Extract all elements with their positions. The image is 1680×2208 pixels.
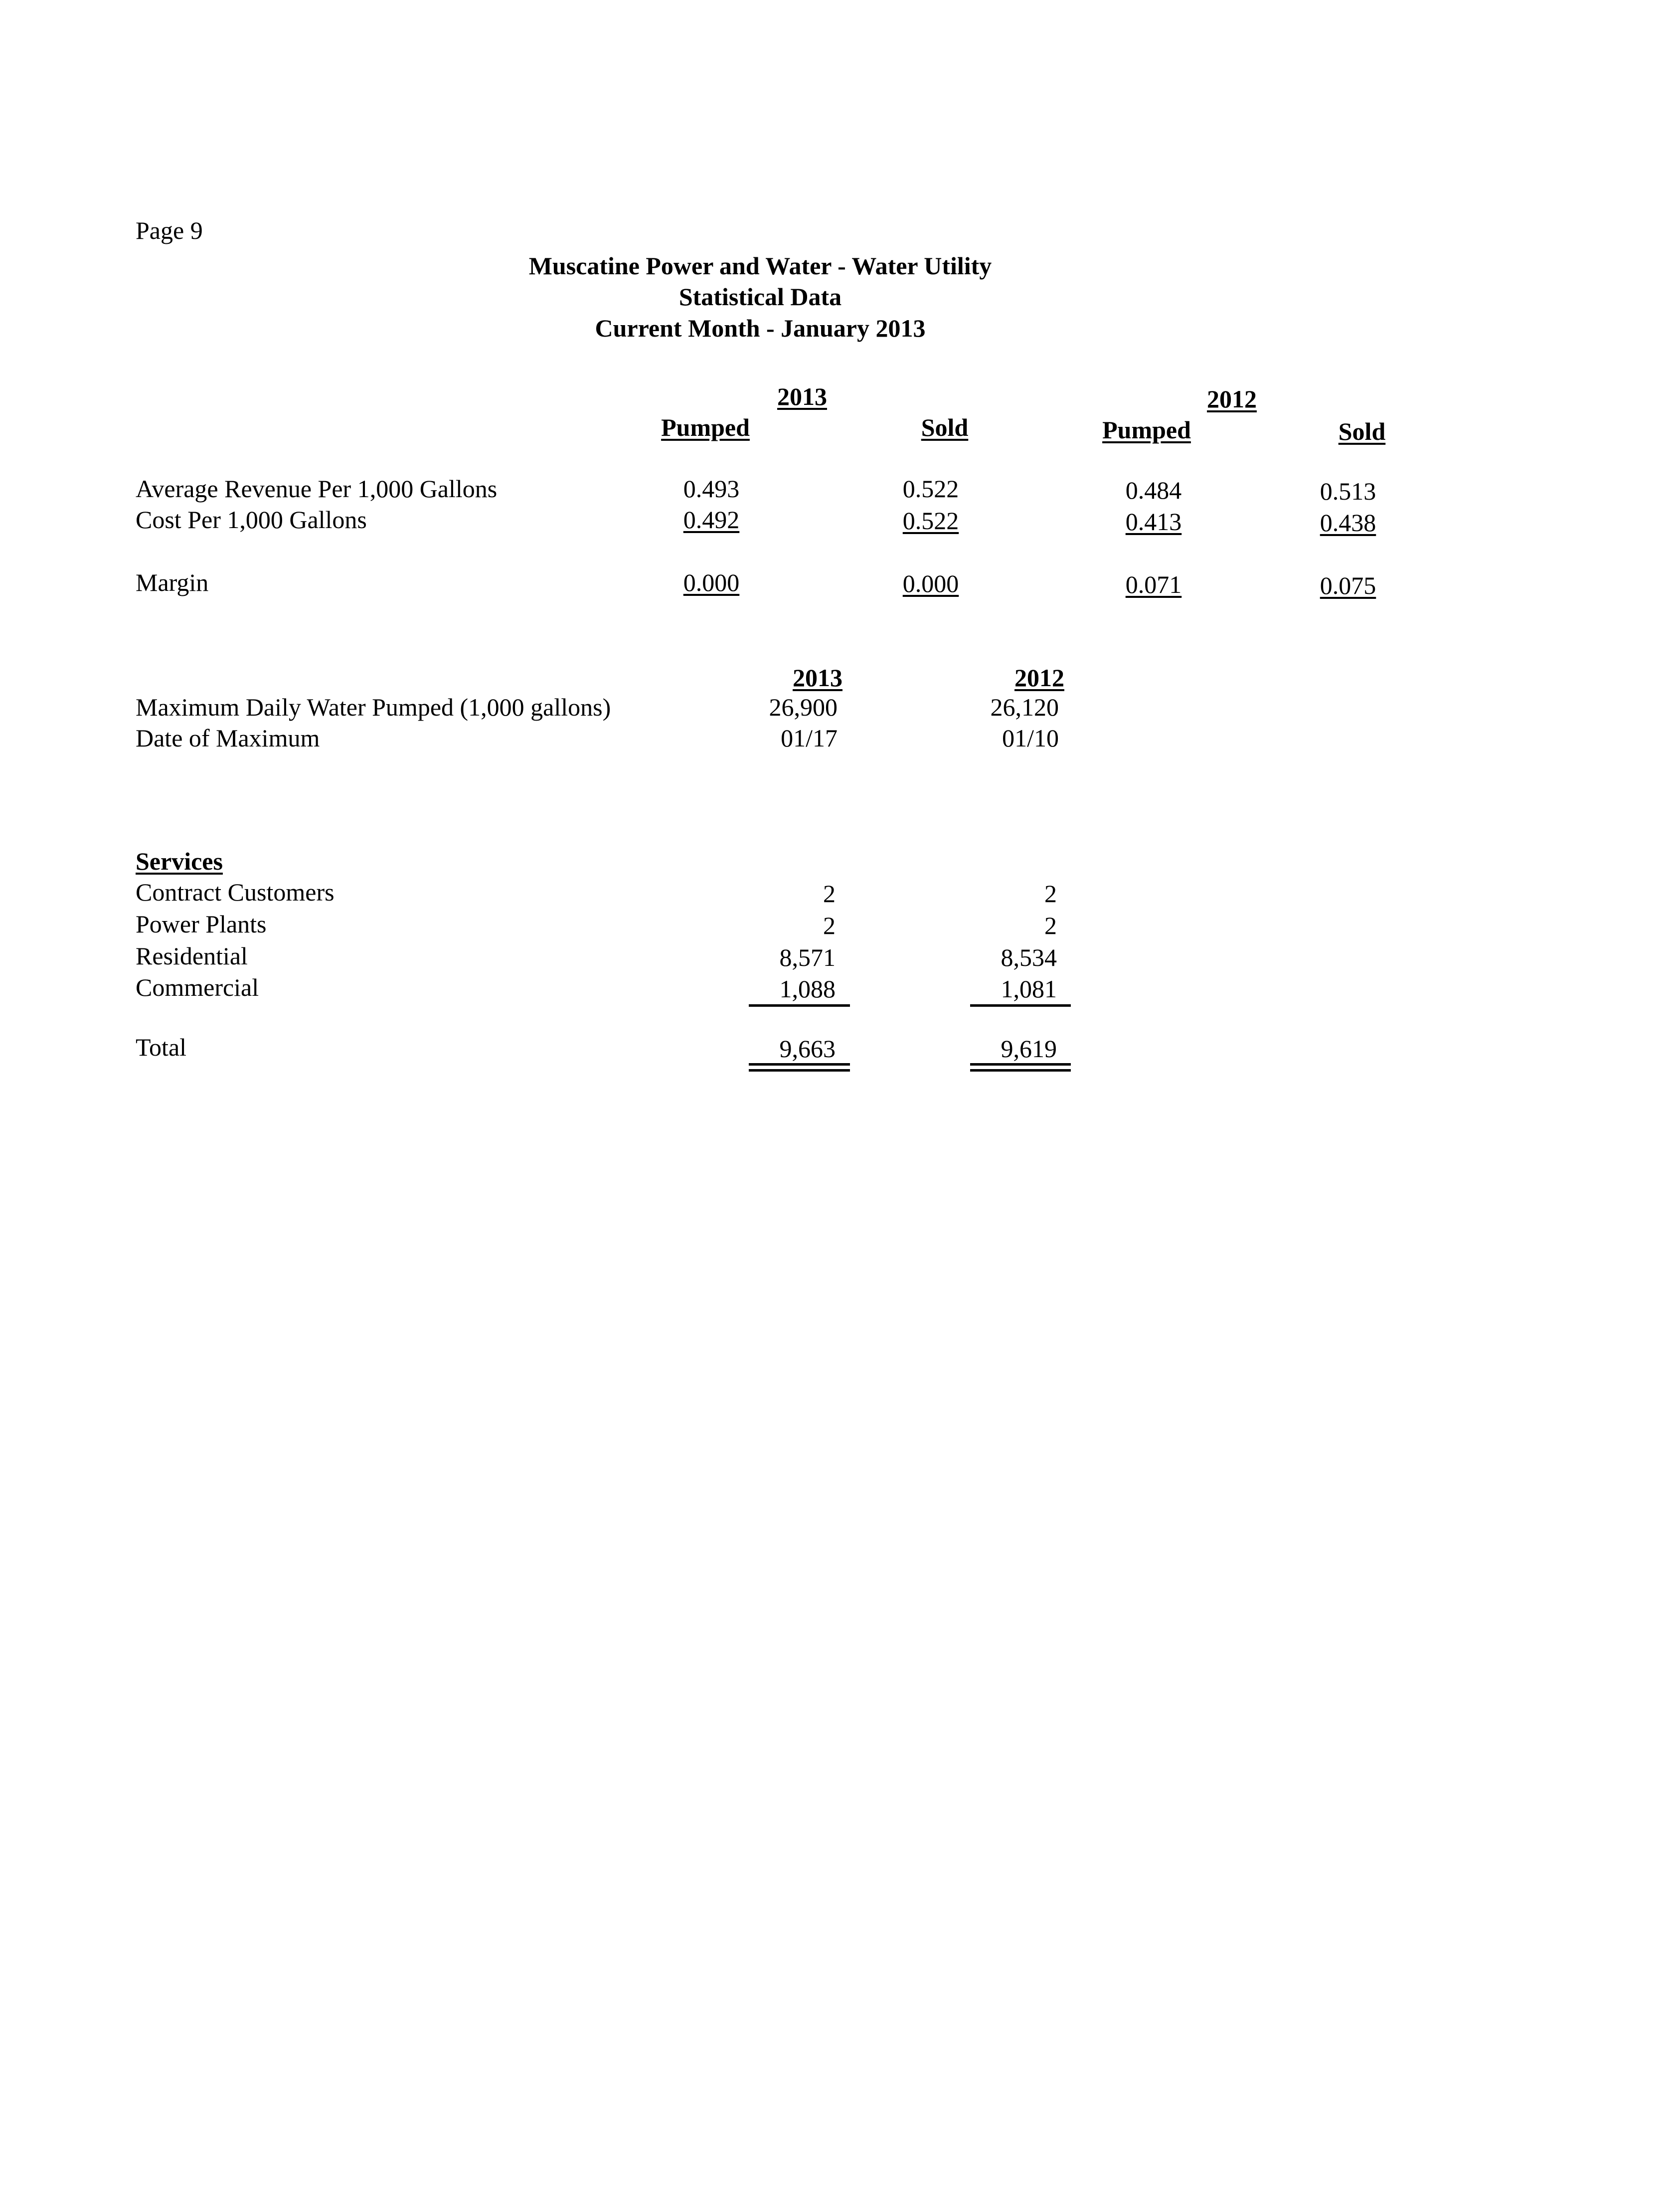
column-header-sold-2012: Sold xyxy=(1338,417,1386,445)
row-label-date-max: Date of Maximum xyxy=(136,724,320,752)
column-header-pumped-2012: Pumped xyxy=(1102,416,1191,444)
row-label-cost: Cost Per 1,000 Gallons xyxy=(136,506,367,534)
cell: 0.522 xyxy=(902,507,959,535)
total-2013: 9,663 xyxy=(779,1035,836,1063)
cell: 8,534 xyxy=(1001,943,1057,971)
cell: 8,571 xyxy=(779,943,836,971)
cell: 0.075 xyxy=(1320,571,1376,599)
row-label-max-daily: Maximum Daily Water Pumped (1,000 gallons) xyxy=(136,693,611,721)
cell: 2 xyxy=(1044,912,1057,939)
year-header-2012: 2012 xyxy=(1207,385,1257,413)
cell: 26,120 xyxy=(990,693,1059,721)
services-heading: Services xyxy=(136,847,223,875)
cell: 0.000 xyxy=(683,568,740,596)
cell: 1,088 xyxy=(779,975,836,1003)
row-label-total: Total xyxy=(136,1033,187,1061)
cell: 0.438 xyxy=(1320,509,1376,537)
cell: 0.522 xyxy=(902,475,959,503)
row-label-residential: Residential xyxy=(136,942,248,970)
cell: 2 xyxy=(1044,880,1057,908)
cell: 0.492 xyxy=(683,506,740,534)
total-double-rule-2013-bottom xyxy=(749,1069,850,1072)
row-label-margin: Margin xyxy=(136,568,209,596)
cell: 0.493 xyxy=(683,475,740,503)
cell: 26,900 xyxy=(769,693,838,721)
total-double-rule-2012-bottom xyxy=(970,1069,1071,1072)
cell: 0.513 xyxy=(1320,477,1376,505)
cell: 1,081 xyxy=(1001,975,1057,1003)
column-header-pumped-2013: Pumped xyxy=(661,413,750,441)
cell: 01/17 xyxy=(781,724,838,752)
total-2012: 9,619 xyxy=(1001,1035,1057,1063)
cell: 0.484 xyxy=(1125,476,1182,504)
row-label-contract: Contract Customers xyxy=(136,878,335,906)
title-line-3: Current Month - January 2013 xyxy=(595,314,926,342)
title-line-2: Statistical Data xyxy=(678,283,842,311)
row-label-power-plants: Power Plants xyxy=(136,910,267,938)
title-line-1: Muscatine Power and Water - Water Utility xyxy=(528,252,992,280)
total-double-rule-2013-top xyxy=(749,1063,850,1066)
page-number: Page 9 xyxy=(136,216,203,244)
max-year-header-2012: 2012 xyxy=(1014,664,1064,692)
subtotal-rule-2013 xyxy=(749,1004,850,1007)
cell: 2 xyxy=(823,912,836,939)
cell: 2 xyxy=(823,880,836,908)
cell: 01/10 xyxy=(1002,724,1059,752)
cell: 0.413 xyxy=(1125,508,1182,536)
year-header-2013: 2013 xyxy=(777,382,827,410)
row-label-commercial: Commercial xyxy=(136,973,259,1001)
cell: 0.000 xyxy=(902,569,959,597)
row-label-avg-revenue: Average Revenue Per 1,000 Gallons xyxy=(136,475,498,503)
cell: 0.071 xyxy=(1125,570,1182,598)
column-header-sold-2013: Sold xyxy=(921,413,969,441)
max-year-header-2013: 2013 xyxy=(793,664,842,692)
subtotal-rule-2012 xyxy=(970,1004,1071,1007)
total-double-rule-2012-top xyxy=(970,1063,1071,1066)
